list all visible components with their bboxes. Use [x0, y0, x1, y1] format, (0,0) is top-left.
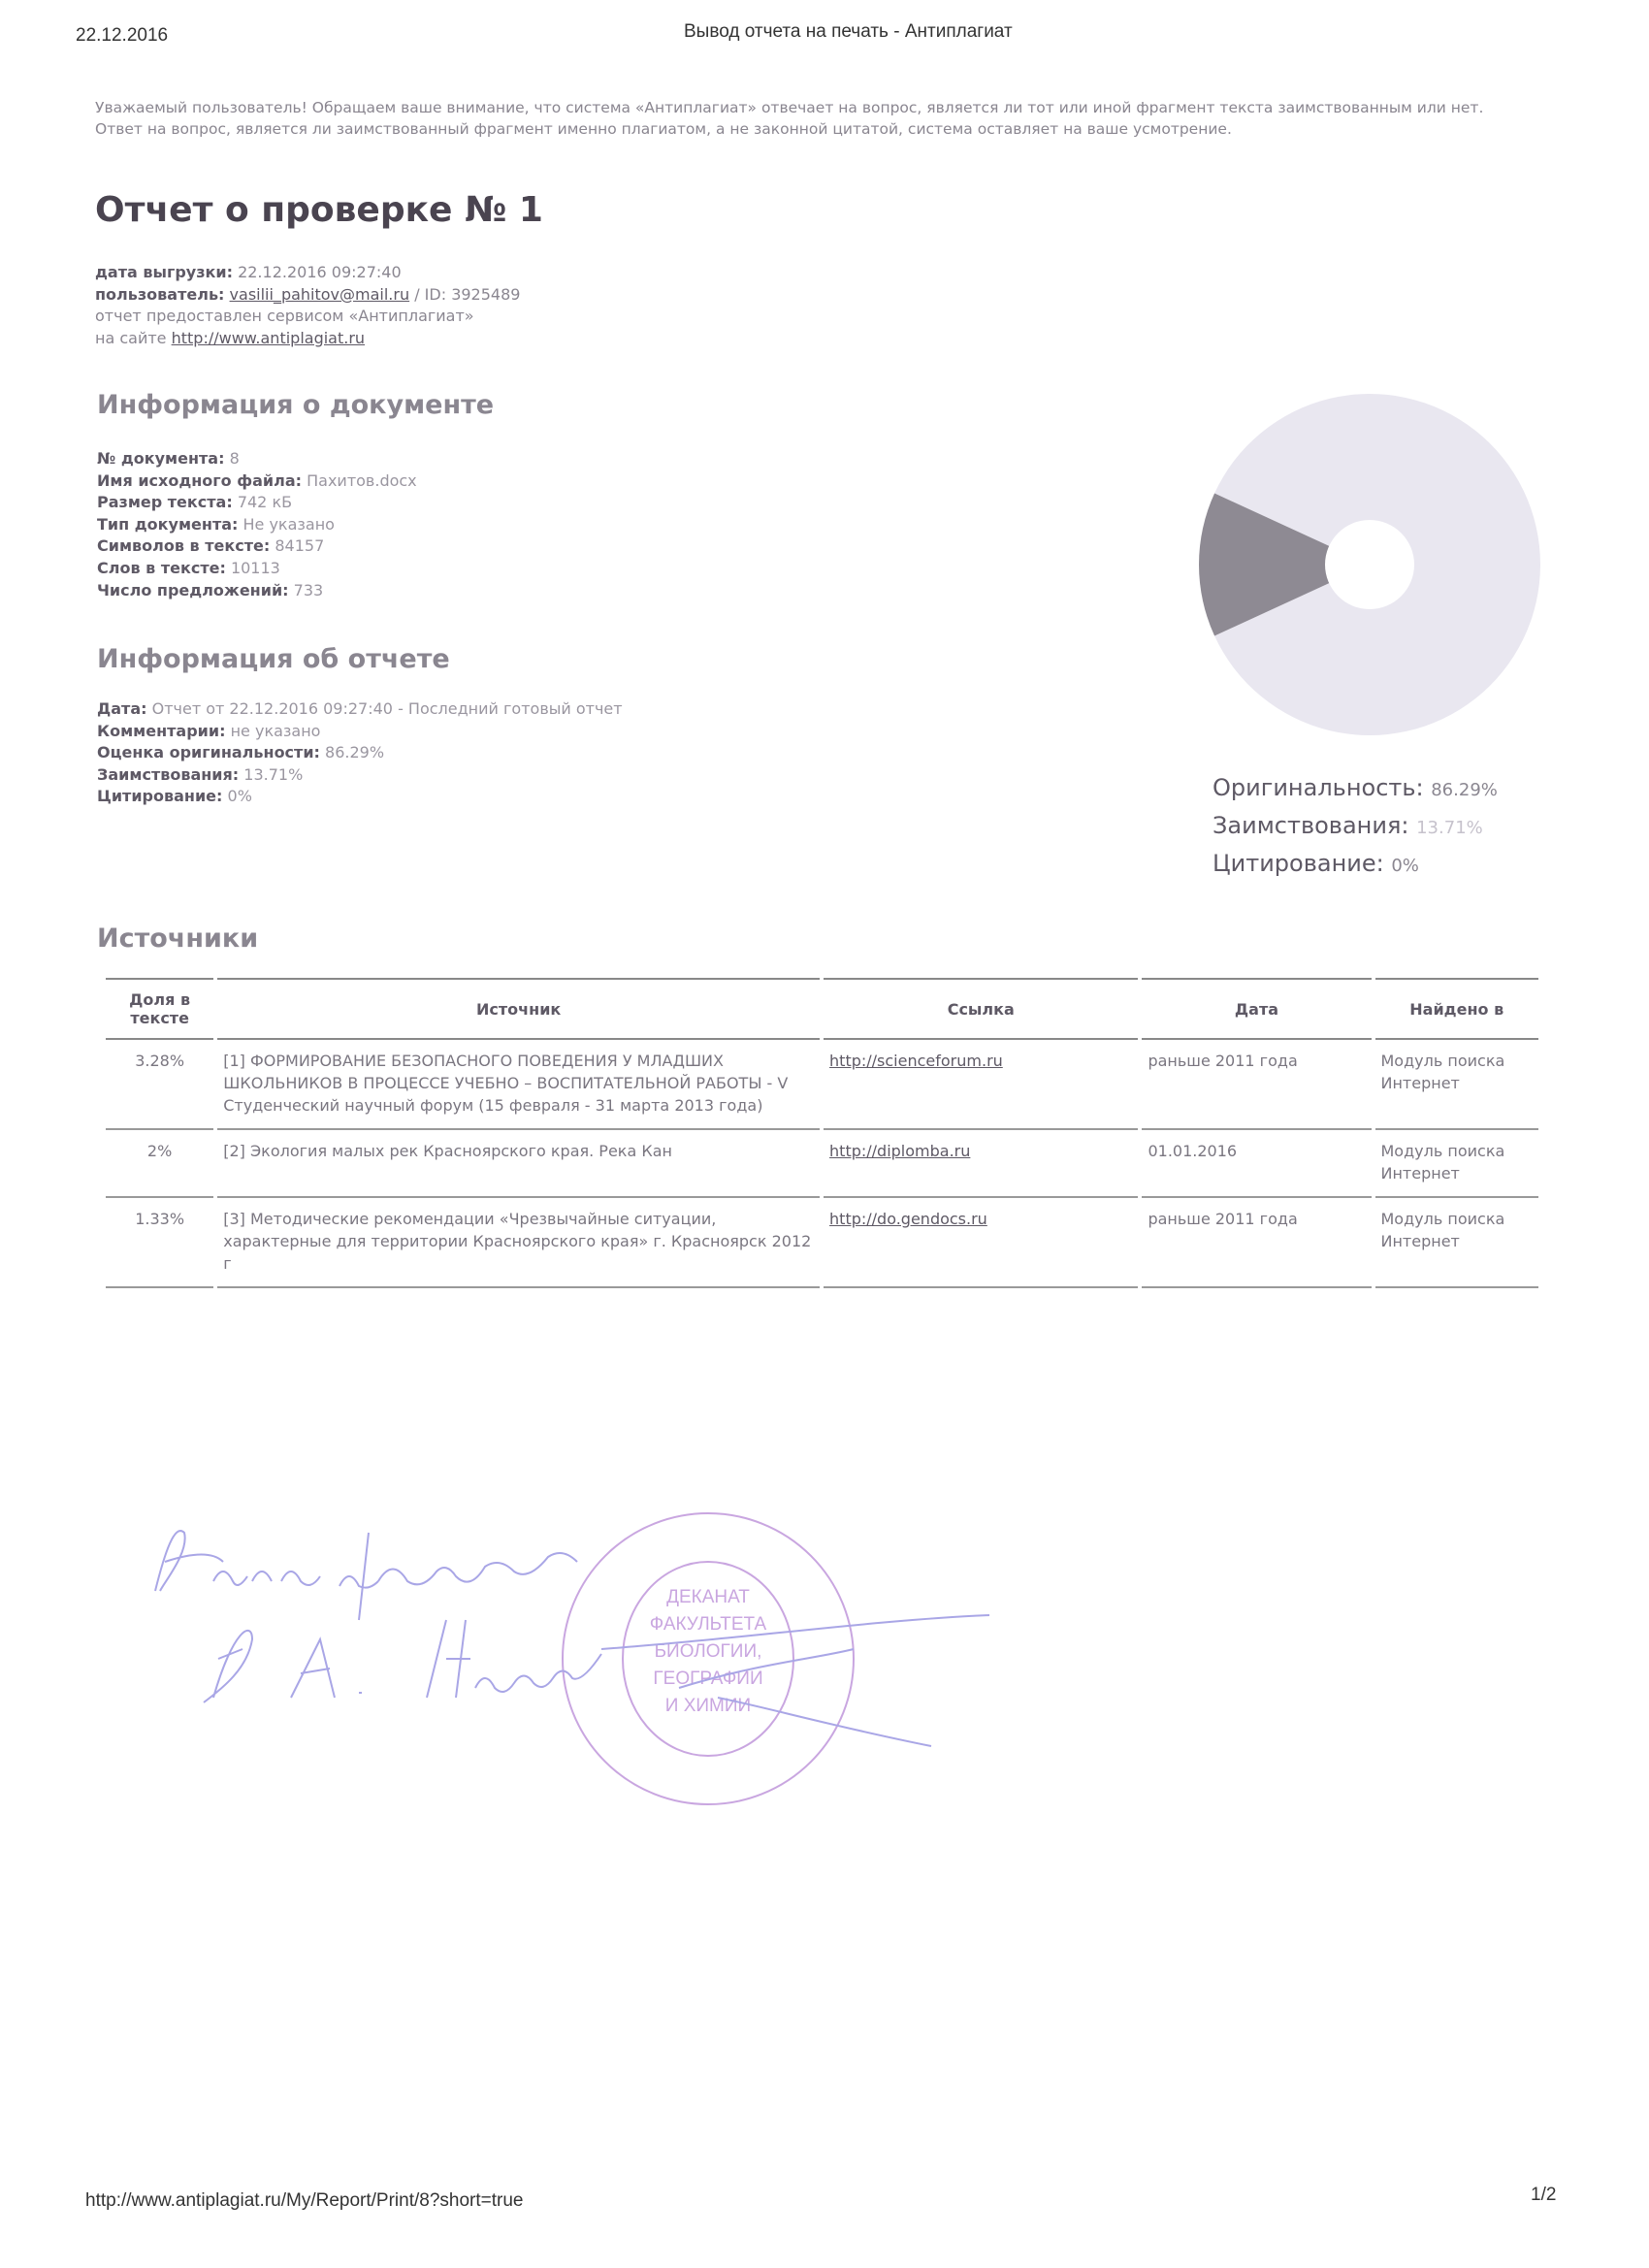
source-title-cell: [1] ФОРМИРОВАНИЕ БЕЗОПАСНОГО ПОВЕДЕНИЯ У МЛАДШИХ ШКОЛЬНИКОВ В ПРОЦЕССЕ УЧЕБНО – ВОСПИТАТЕЛЬНОЙ РАБОТЫ - V Студенческий научный форум (15 февраля - 31 марта 2013 года): [217, 1040, 820, 1130]
pie-hole: [1325, 520, 1414, 609]
stamp-text: БИОЛОГИИ,: [654, 1641, 762, 1662]
page-number: 1/2: [1531, 2185, 1557, 2205]
field-label: Символов в тексте:: [97, 536, 271, 556]
field-label: Размер текста:: [97, 493, 233, 512]
signature-and-stamp: [136, 1494, 1145, 1824]
site-prefix: на сайте: [95, 328, 167, 347]
info-field: [97, 558, 417, 580]
info-field: [97, 786, 623, 808]
stamp-text: ДЕКАНАТ: [666, 1587, 750, 1607]
info-field: [97, 580, 417, 602]
legend-borrowing: Заимствования: 13.71%: [1212, 812, 1483, 839]
handwritten-signature: [155, 1531, 989, 1746]
chart-legend: [1212, 770, 1498, 884]
export-value: 22.12.2016 09:27:40: [238, 263, 402, 281]
col-share: Доля в тексте: [106, 978, 213, 1040]
field-value: Отчет от 22.12.2016 09:27:40 - Последний готовый отчет: [151, 699, 623, 718]
info-field: [97, 492, 417, 514]
field-label: Слов в тексте:: [97, 558, 226, 577]
user-id: / ID: 3925489: [414, 284, 521, 304]
field-value: 733: [293, 580, 324, 599]
source-link[interactable]: http://scienceforum.ru: [829, 1052, 1003, 1070]
field-label: Оценка оригинальности:: [97, 743, 320, 762]
notice-text: Уважаемый пользователь! Обращаем ваше внимание, что система «Антиплагиат» отвечает на вопрос, является ли тот или иной фрагмент текста заимствованным или нет. Ответ на вопрос, является ли заимствованный фрагмент именно плагиатом, а не законной цитатой, система оставляет на ваше усмотрение.: [95, 99, 1484, 138]
field-label: № документа:: [97, 449, 225, 468]
field-value: 13.71%: [243, 764, 304, 784]
source-found-in-cell: Модуль поиска Интернет: [1375, 1040, 1539, 1130]
stamp-text: И ХИМИИ: [664, 1696, 752, 1716]
info-field: [97, 764, 623, 787]
field-value: 84157: [275, 536, 325, 556]
field-value: Не указано: [242, 514, 335, 534]
field-value: 742 кБ: [237, 493, 293, 512]
source-share-cell: 3.28%: [106, 1040, 213, 1130]
info-field: [97, 448, 417, 470]
legend-citation: Цитирование: 0%: [1212, 850, 1419, 877]
field-label: Имя исходного файла:: [97, 470, 303, 490]
provided-by: отчет предоставлен сервисом «Антиплагиат»: [95, 307, 474, 325]
source-title-cell: [3] Методические рекомендации «Чрезвычайные ситуации, характерные для территории Красноярского края» г. Красноярск 2012 г: [217, 1198, 820, 1288]
field-label: Тип документа:: [97, 514, 239, 534]
table-row: [106, 1040, 1538, 1130]
field-label: Цитирование:: [97, 787, 223, 806]
info-field: [97, 698, 623, 721]
source-found-in-cell: Модуль поиска Интернет: [1375, 1198, 1539, 1288]
report-info-heading: Информация об отчете: [97, 644, 450, 674]
sources-heading: Источники: [97, 923, 259, 954]
col-source: Источник: [217, 978, 820, 1040]
print-date: 22.12.2016: [76, 25, 169, 46]
info-field: [97, 470, 417, 493]
export-label: дата выгрузки:: [95, 263, 233, 281]
col-found-in: Найдено в: [1375, 978, 1539, 1040]
legend-originality: Оригинальность: 86.29%: [1212, 774, 1498, 801]
print-title: Вывод отчета на печать - Антиплагиат: [684, 21, 1013, 42]
source-date-cell: раньше 2011 года: [1142, 1198, 1371, 1288]
field-value: 0%: [227, 787, 252, 806]
col-link: Ссылка: [824, 978, 1138, 1040]
source-date-cell: 01.01.2016: [1142, 1130, 1371, 1198]
sources-table: [102, 978, 1542, 1288]
stamp-text: ФАКУЛЬТЕТА: [649, 1614, 767, 1635]
source-found-in-cell: Модуль поиска Интернет: [1375, 1130, 1539, 1198]
table-row: [106, 1198, 1538, 1288]
field-label: Комментарии:: [97, 721, 226, 740]
field-value: Пахитов.docx: [307, 470, 417, 490]
source-link[interactable]: http://diplomba.ru: [829, 1142, 971, 1160]
field-value: 86.29%: [325, 743, 385, 762]
col-date: Дата: [1142, 978, 1371, 1040]
report-title: Отчет о проверке № 1: [95, 190, 543, 230]
info-field: [97, 514, 417, 536]
footer-url: http://www.antiplagiat.ru/My/Report/Print/8?short=true: [85, 2190, 524, 2211]
info-field: [97, 535, 417, 558]
field-value: 8: [229, 449, 240, 468]
doc-info-fields: [97, 448, 417, 601]
user-label: пользователь:: [95, 284, 225, 304]
source-link-cell: [824, 1198, 1138, 1288]
field-value: не указано: [230, 721, 321, 740]
field-label: Заимствования:: [97, 764, 240, 784]
user-email-link[interactable]: vasilii_pahitov@mail.ru: [229, 284, 410, 304]
originality-pie-chart: [1193, 388, 1552, 747]
source-share-cell: 1.33%: [106, 1198, 213, 1288]
field-value: 10113: [230, 558, 280, 577]
source-link[interactable]: http://do.gendocs.ru: [829, 1210, 987, 1228]
source-title-cell: [2] Экология малых рек Красноярского края. Река Кан: [217, 1130, 820, 1198]
field-label: Дата:: [97, 699, 147, 718]
doc-info-heading: Информация о документе: [97, 390, 495, 420]
source-link-cell: [824, 1040, 1138, 1130]
source-link-cell: [824, 1130, 1138, 1198]
report-meta: [95, 262, 520, 349]
site-link[interactable]: http://www.antiplagiat.ru: [171, 328, 366, 347]
stamp-text: ГЕОГРАФИИ: [653, 1669, 763, 1689]
table-row: [106, 1130, 1538, 1198]
info-field: [97, 742, 623, 764]
source-date-cell: раньше 2011 года: [1142, 1040, 1371, 1130]
field-label: Число предложений:: [97, 580, 289, 599]
info-field: [97, 721, 623, 743]
report-info-fields: [97, 698, 623, 808]
source-share-cell: 2%: [106, 1130, 213, 1198]
